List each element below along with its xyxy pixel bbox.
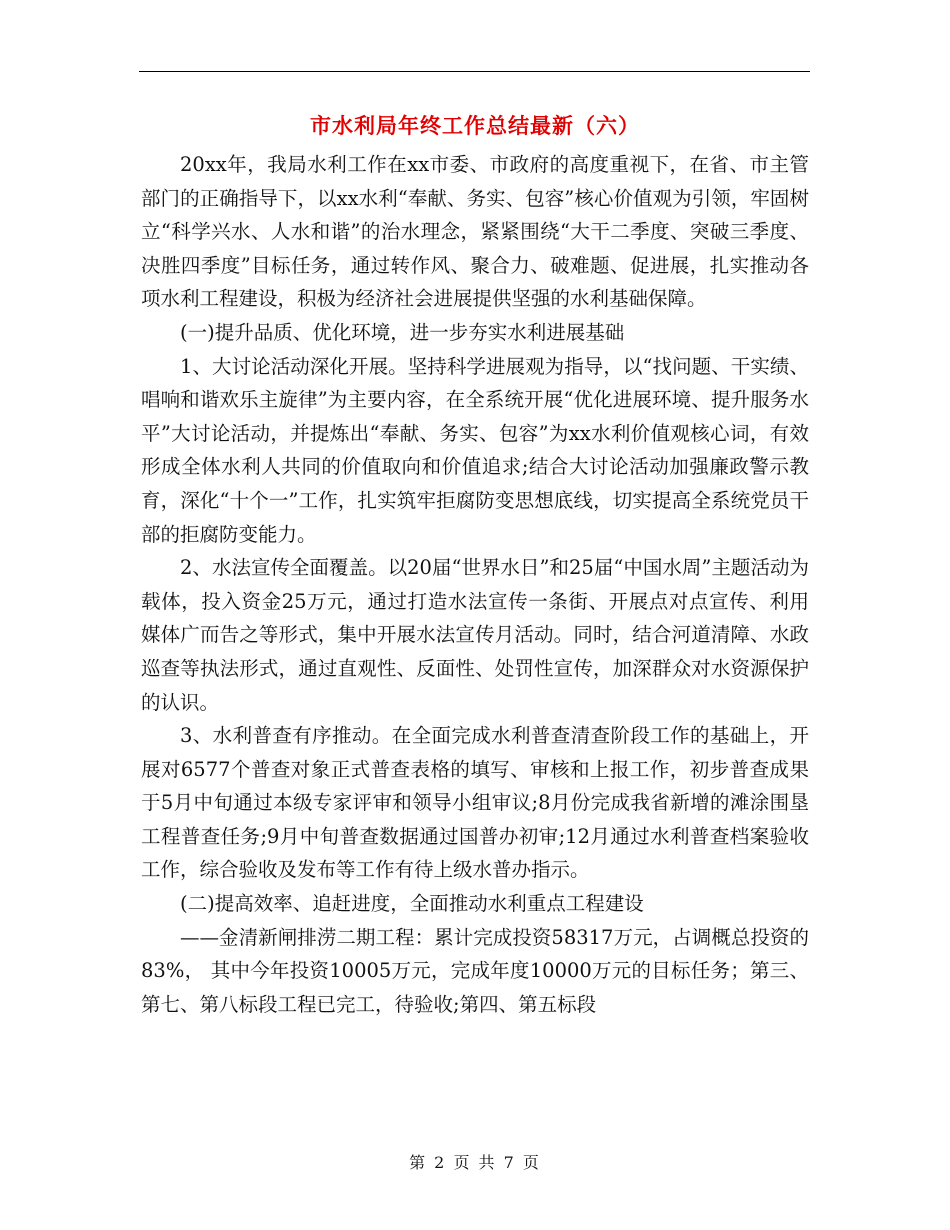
section-heading-1: (一)提升品质、优化环境，进一步夯实水利进展基础 bbox=[180, 320, 625, 344]
paragraph-item-3: 3、水利普查有序推动。在全面完成水利普查清查阶段工作的基础上，开展对6577个普查对象正式普查表格的填写、审核和上报工作，初步普查成果于5月中旬通过本级专家评审和领导小组审议;8月份完成我省新增的滩涂围垦工程普查任务;9月中旬普查数据通过国普办初审;12月通过水利普查档案验收工作，综合验收及发布等工作有待上级水普办指示。 bbox=[141, 724, 809, 882]
page-number-footer: 第 2 页 共 7 页 bbox=[409, 1153, 541, 1172]
paragraph-intro: 20xx年，我局水利工作在xx市委、市政府的高度重视下，在省、市主管部门的正确指导下，以xx水利“奉献、务实、包容”核心价值观为引领，牢固树立“科学兴水、人水和谐”的治水理念，紧紧围绕“大干二季度、突破三季度、决胜四季度”目标任务，通过转作风、聚合力、破难题、促进展，扎实推动各项水利工程建设，积极为经济社会进展提供坚强的水利基础保障。 bbox=[141, 153, 809, 311]
document-title: 市水利局年终工作总结最新（六） bbox=[310, 114, 640, 138]
paragraph-project-1: ——金清新闸排涝二期工程：累计完成投资58317万元，占调概总投资的83%， 其中今年投资10005万元，完成年度10000万元的目标任务；第三、第七、第八标段工程已完工，待验收;第四、第五标段 bbox=[141, 925, 809, 1016]
header-rule bbox=[139, 71, 810, 72]
document-body bbox=[141, 148, 809, 1021]
paragraph-item-2: 2、水法宣传全面覆盖。以20届“世界水日”和25届“中国水周”主题活动为载体，投入资金25万元，通过打造水法宣传一条街、开展点对点宣传、利用媒体广而告之等形式，集中开展水法宣传月活动。同时，结合河道清障、水政巡查等执法形式，通过直观性、反面性、处罚性宣传，加深群众对水资源保护的认识。 bbox=[141, 556, 809, 714]
paragraph-item-1: 1、大讨论活动深化开展。坚持科学进展观为指导，以“找问题、干实绩、唱响和谐欢乐主旋律”为主要内容，在全系统开展“优化进展环境、提升服务水平”大讨论活动，并提炼出“奉献、务实、包容”为xx水利价值观核心词，有效形成全体水利人共同的价值取向和价值追求;结合大讨论活动加强廉政警示教育，深化“十个一”工作，扎实筑牢拒腐防变思想底线，切实提高全系统党员干部的拒腐防变能力。 bbox=[141, 354, 809, 546]
section-heading-2: (二)提高效率、追赶进度，全面推动水利重点工程建设 bbox=[180, 892, 644, 916]
